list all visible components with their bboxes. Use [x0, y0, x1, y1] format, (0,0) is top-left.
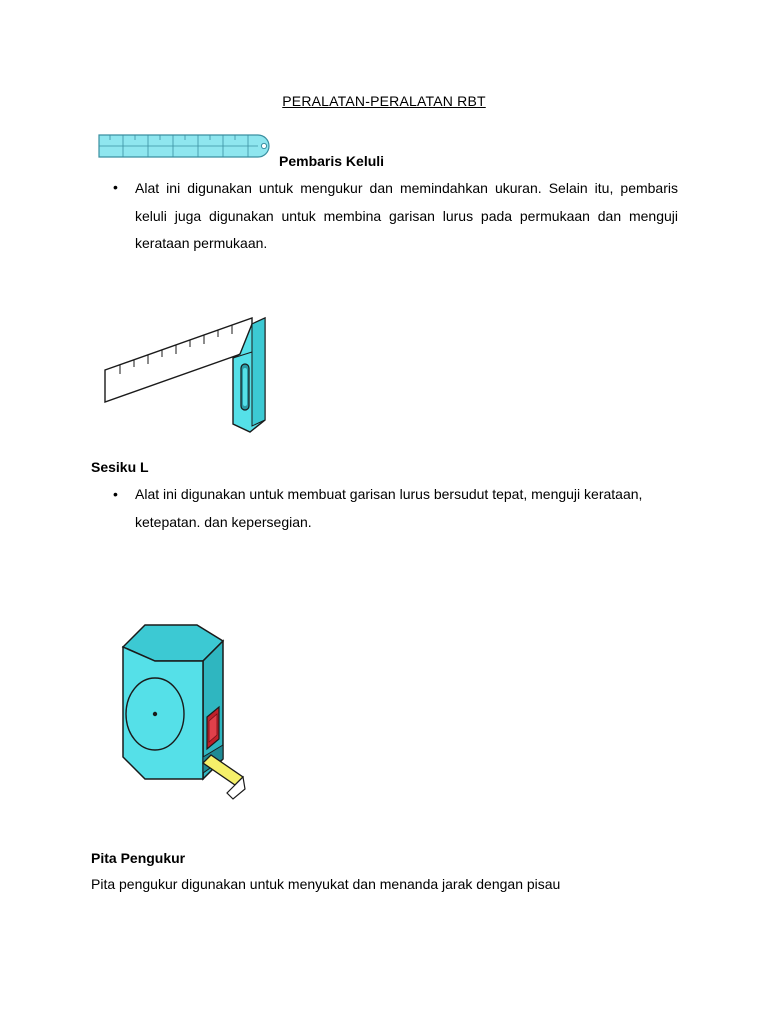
bullet-marker: •: [113, 179, 118, 195]
bullet-text-sesiku-l: Alat ini digunakan untuk membuat garisan lurus bersudut tepat, menguji kerataan, ketepatan. dan kepersegian.: [135, 486, 643, 530]
section-heading-pita-pengukur: Pita Pengukur: [91, 850, 186, 866]
section-heading-sesiku-l: Sesiku L: [91, 459, 149, 475]
bullet-marker: •: [113, 486, 118, 502]
try-square-icon: [100, 312, 270, 437]
document-title: PERALATAN-PERALATAN RBT: [282, 93, 486, 109]
measuring-tape-icon: [115, 617, 255, 807]
steel-ruler-icon: [98, 133, 273, 159]
bullet-text-pembaris-keluli: Alat ini digunakan untuk mengukur dan memindahkan ukuran. Selain itu, pembaris keluli juga digunakan untuk membina garisan lurus pada permukaan dan menguji kerataan permukaan.: [135, 180, 678, 251]
section-heading-pembaris-keluli: Pembaris Keluli: [279, 153, 385, 169]
body-text-pita-pengukur: Pita pengukur digunakan untuk menyukat dan menanda jarak dengan pisau: [91, 876, 561, 892]
